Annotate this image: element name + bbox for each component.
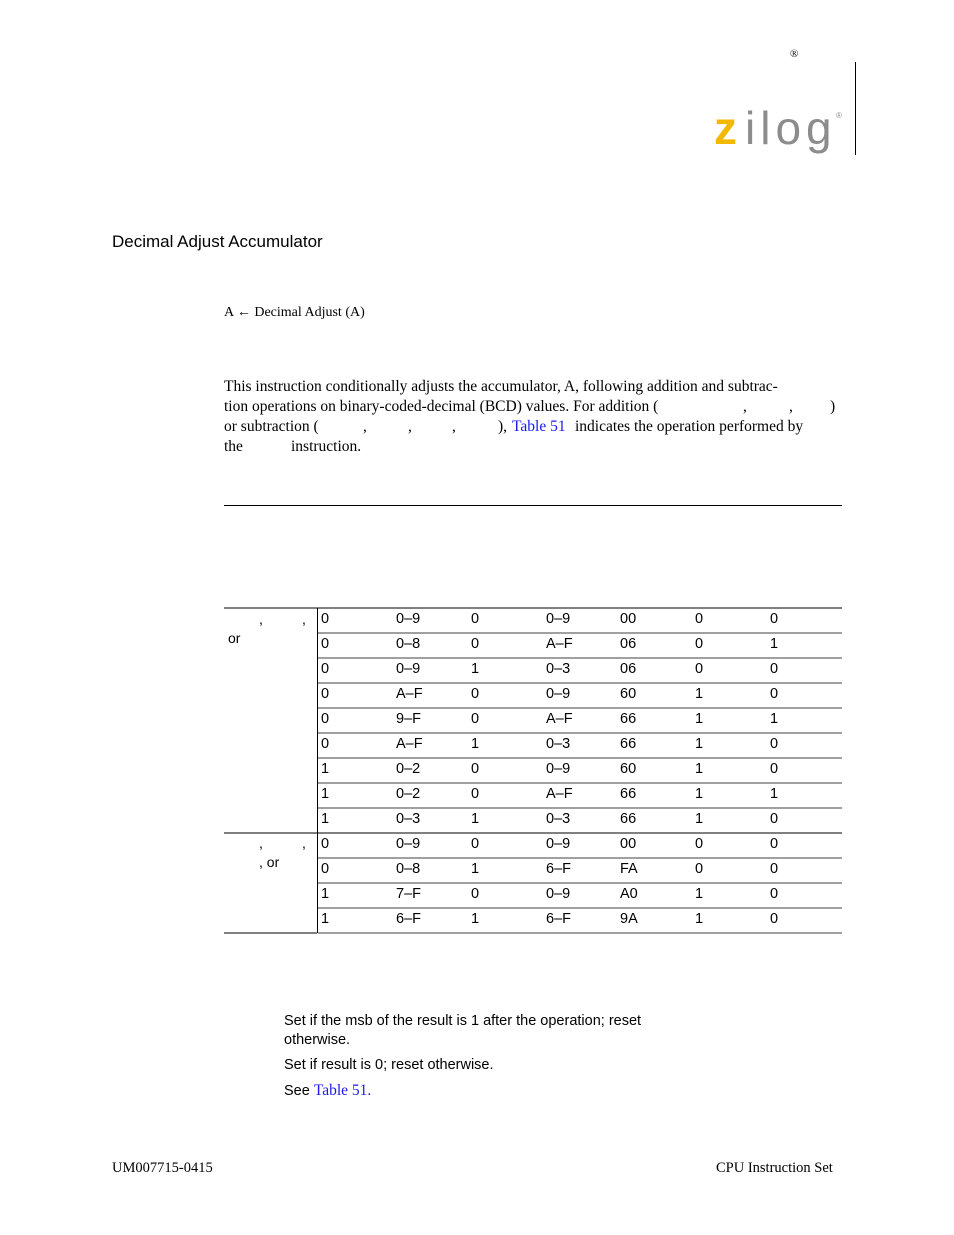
- table-cell: 66: [620, 786, 637, 802]
- table-cell: 0: [471, 786, 480, 802]
- table-cell: 0: [471, 611, 480, 627]
- table-cell: 0–2: [396, 786, 421, 802]
- table-cell: 6–F: [546, 911, 571, 927]
- table-cell: 0–9: [546, 611, 571, 627]
- description-line-3: or subtraction (: [224, 418, 319, 435]
- table-cell: 0–3: [396, 811, 421, 827]
- page-title: Decimal Adjust Accumulator: [112, 232, 323, 251]
- table-cell: 0: [695, 836, 704, 852]
- table-cell: 1: [471, 911, 480, 927]
- table-cell: 1: [695, 786, 704, 802]
- table-cell: 1: [471, 811, 480, 827]
- table-cell: 06: [620, 636, 637, 652]
- table-cell: 60: [620, 761, 637, 777]
- table-cell: 0–9: [546, 761, 571, 777]
- table-cell: 1: [471, 736, 480, 752]
- table-cell: 0–3: [546, 811, 571, 827]
- table-cell: A0: [620, 886, 638, 902]
- table-cell: 0: [321, 636, 330, 652]
- condition-c: [284, 1081, 371, 1101]
- table-cell: 1: [695, 686, 704, 702]
- description-sep: ,: [789, 398, 793, 415]
- table-cell: 1: [695, 736, 704, 752]
- table-cell: 0–8: [396, 636, 421, 652]
- table-cell: 0: [770, 611, 779, 627]
- table-cell: 0–9: [546, 686, 571, 702]
- registered-mark: ®: [790, 48, 799, 60]
- table-top-rule: [224, 505, 842, 506]
- table-cell: 0: [471, 636, 480, 652]
- description-sep: ,: [363, 418, 367, 435]
- condition-c-prefix: See: [284, 1083, 310, 1099]
- description-line-2: tion operations on binary-coded-decimal (BCD) values. For addition (: [224, 398, 659, 415]
- table-cell: 7–F: [396, 886, 421, 902]
- table-cell: 0: [770, 736, 779, 752]
- table-cell: 1: [471, 661, 480, 677]
- table-cell: 0: [770, 836, 779, 852]
- group-label-add-or: or: [228, 630, 241, 646]
- description-line-4-tail: instruction.: [291, 438, 362, 455]
- group-label-sub-sep: ,: [302, 835, 306, 851]
- condition-s-line-2: otherwise.: [284, 1032, 351, 1048]
- group-label-sub-sep: ,: [259, 835, 263, 851]
- table-cell: 0: [770, 911, 779, 927]
- condition-z: Set if result is 0; reset otherwise.: [284, 1057, 494, 1073]
- table-cell: 1: [695, 711, 704, 727]
- table-cell: 0: [695, 636, 704, 652]
- table-cell: 0: [770, 861, 779, 877]
- table-cell: 0–3: [546, 736, 571, 752]
- table-cell: 0: [321, 711, 330, 727]
- table-cell: 1: [321, 911, 330, 927]
- table-cell: 1: [321, 886, 330, 902]
- table-cell: 0–9: [546, 836, 571, 852]
- table-cell: 0: [770, 811, 779, 827]
- table-cell: A–F: [546, 636, 573, 652]
- description-line-3-tail: indicates the operation performed by: [575, 418, 804, 435]
- table-cell: FA: [620, 861, 638, 877]
- table-cell: 0: [321, 661, 330, 677]
- table-51-link[interactable]: Table 51: [313, 1082, 368, 1099]
- table-cell: 0: [471, 836, 480, 852]
- table-cell: 00: [620, 611, 637, 627]
- group-label-sub-or: , or: [259, 854, 280, 870]
- table-cell: 9–F: [396, 711, 421, 727]
- table-cell: 0: [471, 886, 480, 902]
- table-cell: 00: [620, 836, 637, 852]
- table-cell: 0: [321, 611, 330, 627]
- condition-c-suffix: .: [367, 1082, 372, 1099]
- table-cell: 06: [620, 661, 637, 677]
- table-cell: 1: [695, 911, 704, 927]
- table-cell: 0–9: [546, 886, 571, 902]
- svg-text:ilog: ilog: [745, 104, 837, 154]
- table-cell: 1: [695, 886, 704, 902]
- table-cell: 0–9: [396, 661, 421, 677]
- table-cell: 6–F: [396, 911, 421, 927]
- table-cell: 1: [695, 761, 704, 777]
- zilog-logo: [712, 104, 848, 158]
- table-cell: 0: [770, 761, 779, 777]
- table-cell: 0: [770, 886, 779, 902]
- table-cell: 1: [695, 811, 704, 827]
- description-sep: ,: [743, 398, 747, 415]
- svg-text:z: z: [714, 104, 736, 154]
- table-cell: 0: [321, 686, 330, 702]
- table-cell: 0: [321, 736, 330, 752]
- document-id: UM007715-0415: [112, 1160, 213, 1176]
- section-name: CPU Instruction Set: [716, 1160, 833, 1176]
- description-sep: ),: [498, 418, 508, 435]
- table-cell: 60: [620, 686, 637, 702]
- table-cell: 1: [770, 711, 779, 727]
- table-cell: 1: [321, 761, 330, 777]
- table-cell: 0: [321, 836, 330, 852]
- table-cell: A–F: [546, 786, 573, 802]
- table-cell: 9A: [620, 911, 638, 927]
- condition-s-line-1: Set if the msb of the result is 1 after the operation; reset: [284, 1013, 642, 1029]
- table-cell: 1: [770, 786, 779, 802]
- table-cell: 0: [770, 686, 779, 702]
- table-cell: 66: [620, 711, 637, 727]
- table-cell: 66: [620, 811, 637, 827]
- table-cell: 0: [471, 761, 480, 777]
- header-divider: [855, 62, 856, 155]
- description-sep: ,: [408, 418, 412, 435]
- table-cell: 0–8: [396, 861, 421, 877]
- table-cell: 0: [695, 861, 704, 877]
- table-cell: A–F: [546, 711, 573, 727]
- table-51-link[interactable]: Table 51: [512, 418, 566, 435]
- daa-table-grid: [224, 607, 842, 934]
- description-sep: ,: [452, 418, 456, 435]
- table-cell: 0: [770, 661, 779, 677]
- table-cell: 0: [321, 861, 330, 877]
- description-sep: ): [830, 398, 836, 415]
- table-cell: 1: [471, 861, 480, 877]
- table-cell: 1: [321, 786, 330, 802]
- table-cell: 0–3: [546, 661, 571, 677]
- table-cell: 0–9: [396, 611, 421, 627]
- table-cell: 0: [471, 686, 480, 702]
- table-cell: 0: [471, 711, 480, 727]
- table-cell: 1: [770, 636, 779, 652]
- svg-text:®: ®: [836, 111, 842, 120]
- operation-text: A ← Decimal Adjust (A): [224, 305, 365, 320]
- table-cell: 0: [695, 611, 704, 627]
- table-cell: 6–F: [546, 861, 571, 877]
- description-line-1: This instruction conditionally adjusts the accumulator, A, following addition and subtrac-: [224, 378, 778, 395]
- table-cell: 1: [321, 811, 330, 827]
- group-label-add-sep: ,: [259, 611, 263, 627]
- description-line-4: the: [224, 438, 243, 455]
- table-cell: A–F: [396, 736, 423, 752]
- table-cell: A–F: [396, 686, 423, 702]
- table-cell: 0–2: [396, 761, 421, 777]
- table-cell: 0: [695, 661, 704, 677]
- table-cell: 0–9: [396, 836, 421, 852]
- table-cell: 66: [620, 736, 637, 752]
- group-label-add-sep: ,: [302, 611, 306, 627]
